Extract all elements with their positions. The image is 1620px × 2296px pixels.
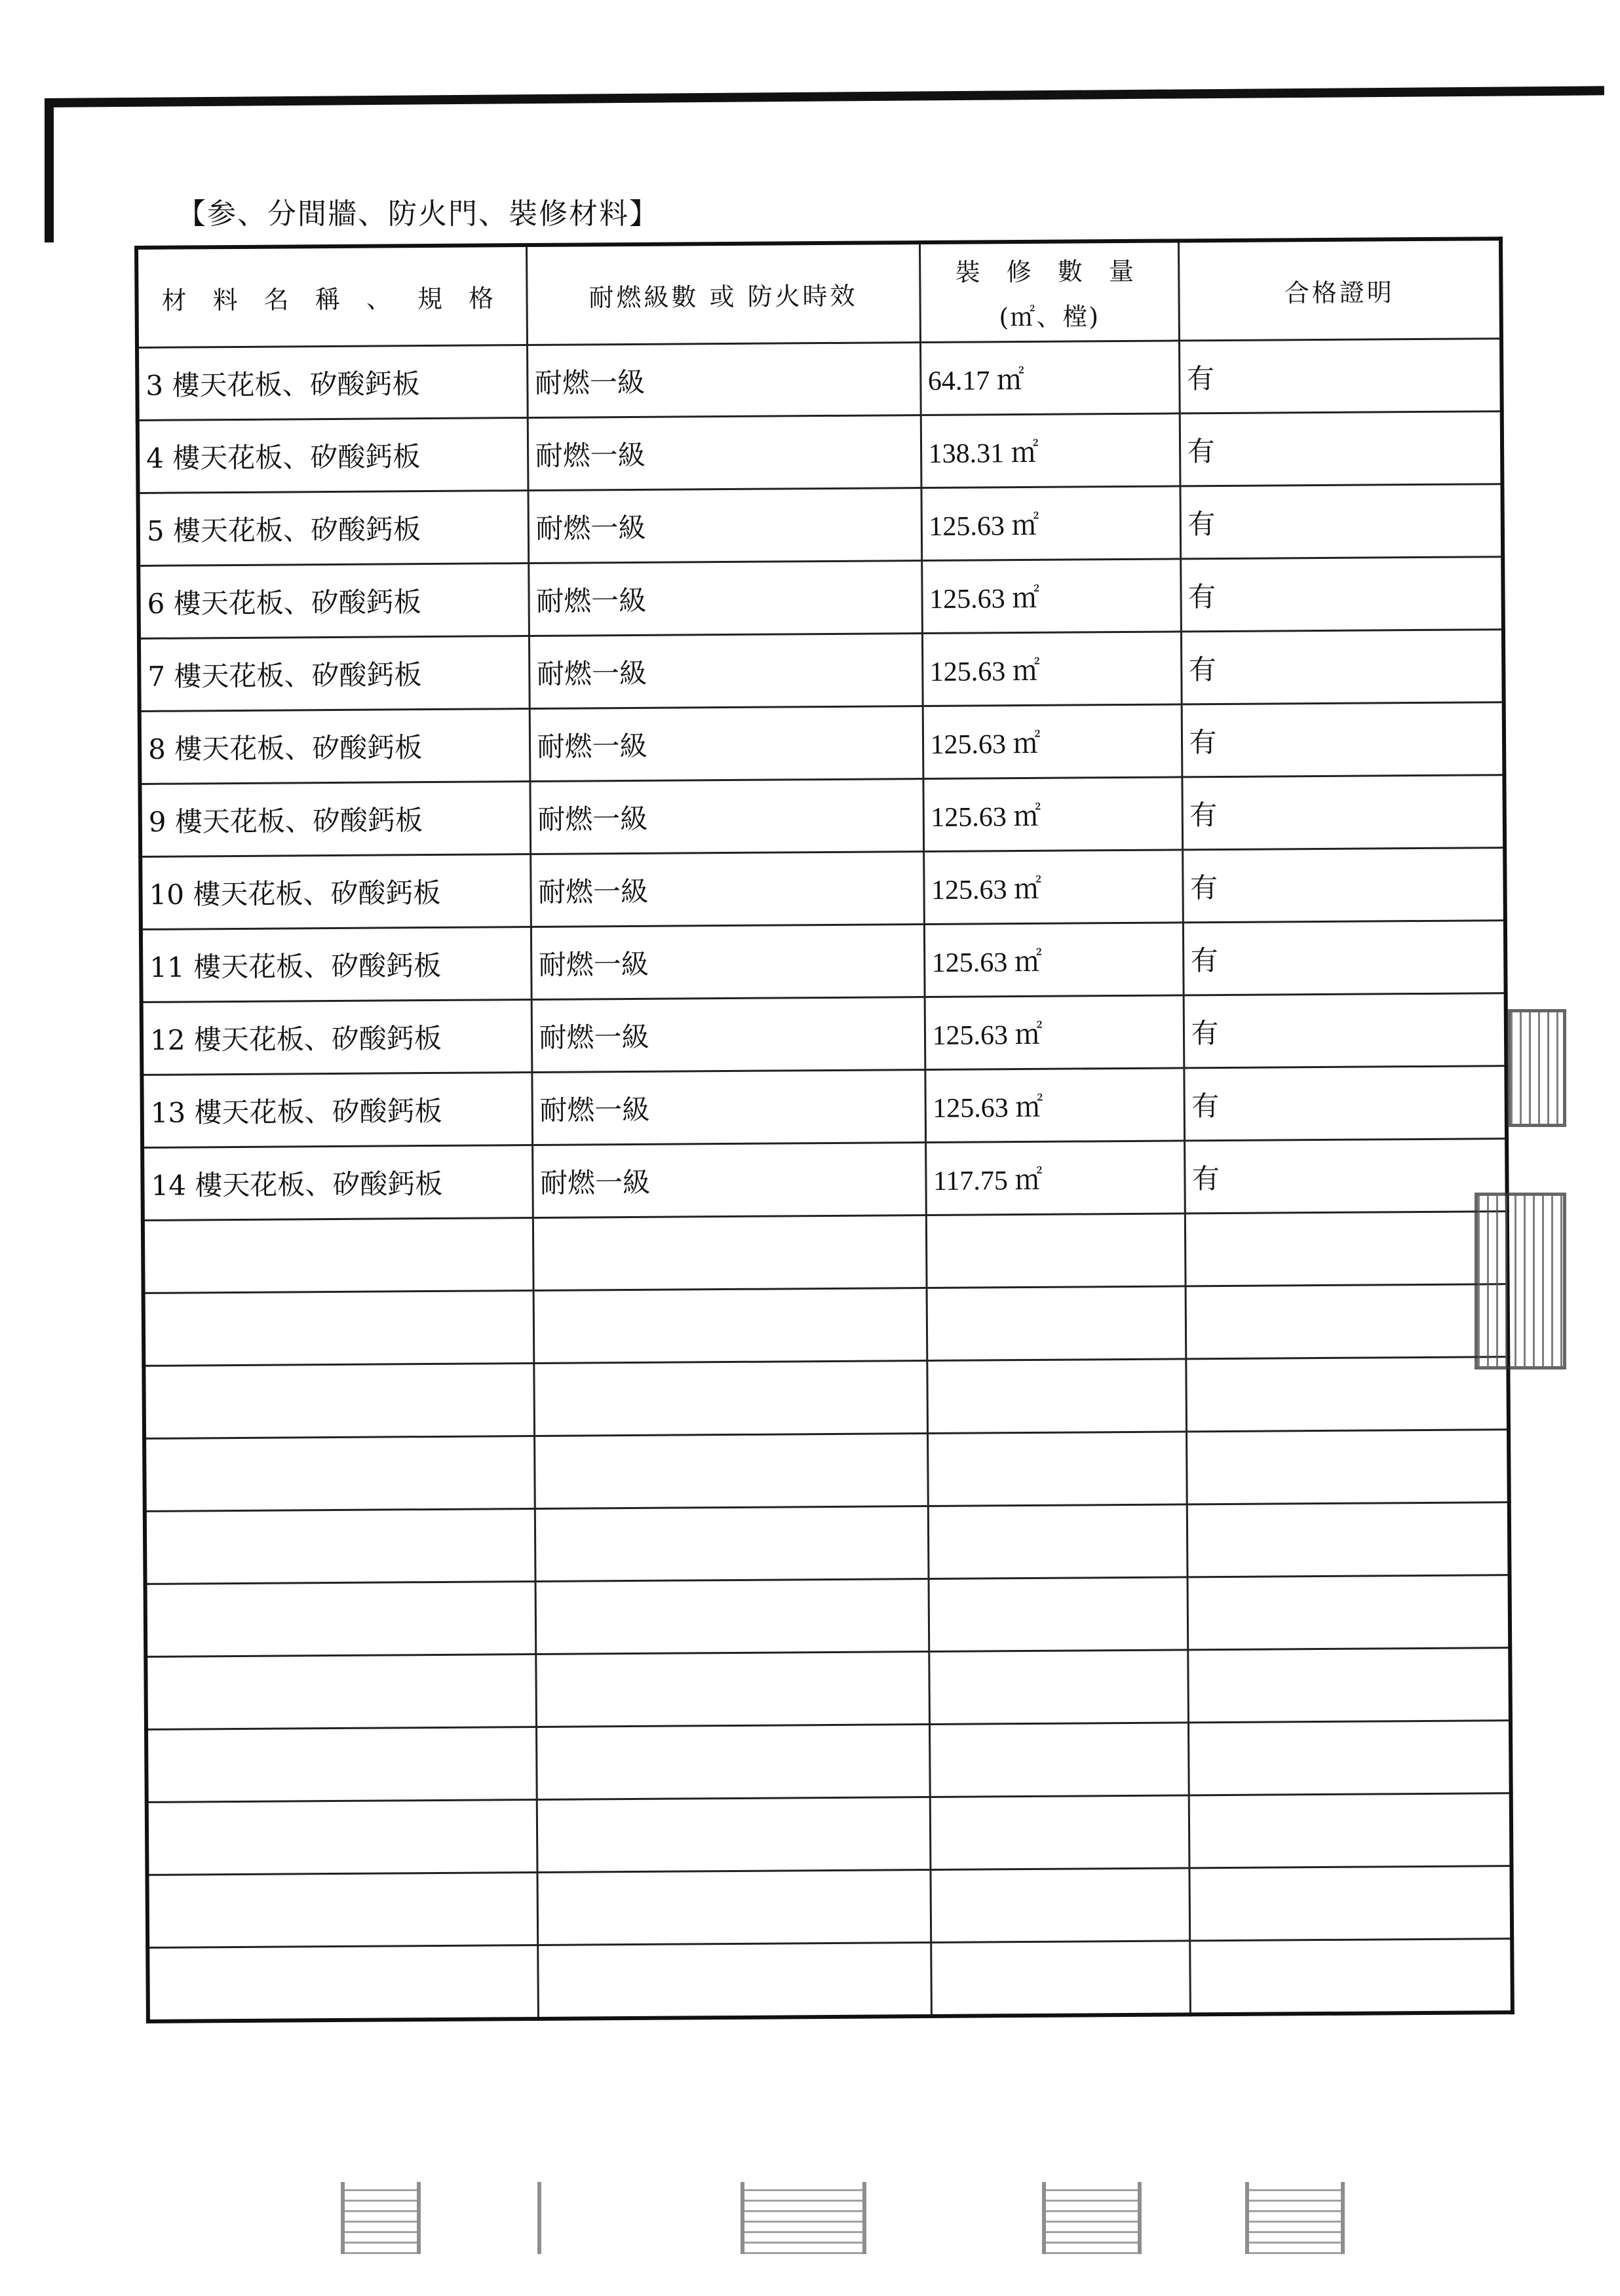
- empty-cell: [533, 1215, 927, 1291]
- empty-cell: [1185, 1212, 1508, 1286]
- cell-certificate: 有: [1180, 484, 1503, 559]
- table-row: [138, 557, 1503, 639]
- cell-certificate: 有: [1182, 775, 1505, 850]
- cell-quantity: 125.63 ㎡: [925, 995, 1184, 1070]
- table-row-blank: [144, 1357, 1509, 1439]
- empty-cell: [930, 1795, 1189, 1870]
- empty-cell: [144, 1436, 535, 1511]
- scan-border-mark: [45, 98, 54, 242]
- cell-quantity: 125.63 ㎡: [921, 559, 1181, 634]
- table-row: [142, 1066, 1507, 1148]
- cell-quantity: 64.17 ㎡: [920, 341, 1180, 415]
- cell-certificate: 有: [1182, 848, 1505, 923]
- empty-cell: [928, 1504, 1187, 1579]
- empty-cell: [1186, 1357, 1509, 1432]
- cell-quantity: 117.75 ㎡: [925, 1141, 1185, 1215]
- empty-cell: [1189, 1939, 1513, 2015]
- empty-cell: [147, 1945, 538, 2021]
- empty-cell: [535, 1652, 929, 1727]
- empty-cell: [927, 1286, 1186, 1361]
- table-row-blank: [145, 1648, 1511, 1730]
- empty-cell: [143, 1218, 533, 1293]
- scan-border-line: [45, 86, 1604, 107]
- cell-certificate: 有: [1184, 993, 1507, 1068]
- cell-material-name: 4 樓天花板、矽酸鈣板: [138, 418, 528, 493]
- empty-cell: [927, 1432, 1187, 1506]
- cell-certificate: 有: [1180, 557, 1503, 632]
- empty-cell: [1186, 1284, 1509, 1359]
- header-quantity-unit: (㎡、樘): [999, 302, 1100, 332]
- cell-quantity: 125.63 ㎡: [921, 486, 1180, 561]
- signature-stamp: [341, 2182, 421, 2254]
- cell-certificate: 有: [1180, 411, 1503, 486]
- empty-cell: [145, 1654, 536, 1729]
- cell-certificate: 有: [1183, 921, 1506, 995]
- table-row-blank: [147, 1793, 1512, 1875]
- empty-cell: [931, 1941, 1190, 2016]
- empty-cell: [144, 1290, 534, 1366]
- cell-quantity: 125.63 ㎡: [923, 850, 1183, 925]
- signature-stamp: [1042, 2182, 1142, 2254]
- table-row-blank: [144, 1430, 1509, 1512]
- table-row-blank: [145, 1502, 1510, 1584]
- cell-material-name: 9 樓天花板、矽酸鈣板: [140, 782, 530, 857]
- empty-cell: [533, 1288, 927, 1364]
- table-row: [138, 411, 1503, 493]
- empty-cell: [534, 1434, 928, 1509]
- cell-certificate: 有: [1184, 1139, 1507, 1214]
- cell-quantity: 125.63 ㎡: [923, 704, 1182, 779]
- cell-material-name: 3 樓天花板、矽酸鈣板: [137, 345, 528, 421]
- table-row-blank: [146, 1721, 1511, 1803]
- table-row: [139, 630, 1504, 712]
- empty-cell: [1189, 1866, 1512, 1941]
- header-material-name: 材 料 名 稱 、 規 格: [136, 245, 527, 347]
- cell-material-name: 10 樓天花板、矽酸鈣板: [140, 854, 531, 930]
- table-row: [141, 921, 1506, 1003]
- cell-certificate: 有: [1182, 702, 1505, 777]
- table-row: [140, 848, 1505, 930]
- side-stamp: [1507, 1009, 1566, 1127]
- table-row: [137, 339, 1502, 421]
- signature-stamp: [741, 2182, 866, 2254]
- empty-cell: [537, 1942, 931, 2018]
- cell-fire-grade: 耐燃一級: [530, 852, 924, 927]
- empty-cell: [1186, 1430, 1509, 1504]
- cell-material-name: 8 樓天花板、矽酸鈣板: [140, 709, 530, 784]
- empty-cell: [1187, 1575, 1511, 1650]
- empty-cell: [929, 1577, 1188, 1652]
- empty-cell: [147, 1799, 537, 1875]
- cell-fire-grade: 耐燃一級: [532, 1143, 926, 1218]
- empty-cell: [930, 1868, 1189, 1943]
- table-row: [142, 1139, 1507, 1221]
- cell-quantity: 125.63 ㎡: [925, 1068, 1184, 1143]
- cell-certificate: 有: [1184, 1066, 1507, 1141]
- cell-fire-grade: 耐燃一級: [529, 634, 923, 709]
- cell-fire-grade: 耐燃一級: [531, 925, 925, 1000]
- empty-cell: [929, 1723, 1189, 1797]
- empty-cell: [537, 1870, 931, 1945]
- cell-fire-grade: 耐燃一級: [528, 415, 921, 491]
- header-quantity-label: 裝 修 數 量: [955, 256, 1144, 287]
- cell-fire-grade: 耐燃一級: [531, 997, 925, 1073]
- signature-stamp: [537, 2182, 581, 2254]
- table-row-blank: [147, 1939, 1513, 2021]
- empty-cell: [145, 1581, 536, 1656]
- header-certificate: 合格證明: [1178, 239, 1501, 341]
- cell-fire-grade: 耐燃一級: [527, 343, 921, 418]
- empty-cell: [1188, 1721, 1511, 1795]
- empty-cell: [144, 1363, 534, 1438]
- table-row: [142, 993, 1507, 1075]
- cell-fire-grade: 耐燃一級: [530, 779, 923, 854]
- cell-quantity: 125.63 ㎡: [924, 923, 1184, 997]
- cell-fire-grade: 耐燃一級: [528, 488, 921, 564]
- cell-fire-grade: 耐燃一級: [531, 1070, 925, 1145]
- cell-quantity: 125.63 ㎡: [922, 632, 1182, 706]
- cell-material-name: 11 樓天花板、矽酸鈣板: [141, 927, 531, 1003]
- table-row-blank: [144, 1284, 1509, 1366]
- signature-stamp: [1245, 2182, 1345, 2254]
- side-stamp: [1475, 1193, 1566, 1369]
- empty-cell: [537, 1797, 931, 1873]
- cell-material-name: 13 樓天花板、矽酸鈣板: [142, 1073, 532, 1148]
- cell-certificate: 有: [1181, 630, 1504, 704]
- empty-cell: [535, 1506, 929, 1582]
- header-quantity: [919, 240, 1179, 342]
- cell-material-name: 14 樓天花板、矽酸鈣板: [142, 1145, 533, 1221]
- header-fire-grade: 耐燃級數 或 防火時效: [526, 242, 920, 345]
- empty-cell: [146, 1727, 537, 1802]
- table-row-blank: [143, 1212, 1508, 1293]
- table-row: [140, 775, 1505, 857]
- cell-material-name: 7 樓天花板、矽酸鈣板: [139, 636, 530, 712]
- empty-cell: [147, 1872, 537, 1947]
- materials-table: [134, 237, 1514, 2023]
- table-row-blank: [145, 1575, 1511, 1657]
- empty-cell: [145, 1508, 535, 1584]
- empty-cell: [1187, 1502, 1510, 1577]
- empty-cell: [536, 1725, 930, 1800]
- empty-cell: [927, 1359, 1186, 1434]
- cell-material-name: 12 樓天花板、矽酸鈣板: [142, 1000, 532, 1075]
- cell-certificate: 有: [1179, 339, 1502, 413]
- cell-material-name: 6 樓天花板、矽酸鈣板: [138, 564, 529, 639]
- cell-quantity: 125.63 ㎡: [923, 777, 1182, 852]
- empty-cell: [535, 1579, 929, 1655]
- empty-cell: [926, 1214, 1186, 1288]
- materials-table-wrapper: [134, 237, 1511, 2054]
- table-body: [137, 339, 1513, 2021]
- cell-material-name: 5 樓天花板、矽酸鈣板: [138, 491, 529, 566]
- cell-quantity: 138.31 ㎡: [921, 413, 1180, 488]
- cell-fire-grade: 耐燃一級: [528, 561, 922, 636]
- section-title: 【参、分間牆、防火門、裝修材料】: [177, 197, 659, 231]
- table-row: [140, 702, 1505, 784]
- empty-cell: [1187, 1648, 1511, 1723]
- table-row-blank: [147, 1866, 1512, 1948]
- empty-cell: [929, 1650, 1188, 1725]
- empty-cell: [533, 1361, 927, 1436]
- empty-cell: [1189, 1793, 1512, 1868]
- table-row: [138, 484, 1503, 566]
- table-header-row: [136, 239, 1501, 347]
- cell-fire-grade: 耐燃一級: [530, 706, 923, 782]
